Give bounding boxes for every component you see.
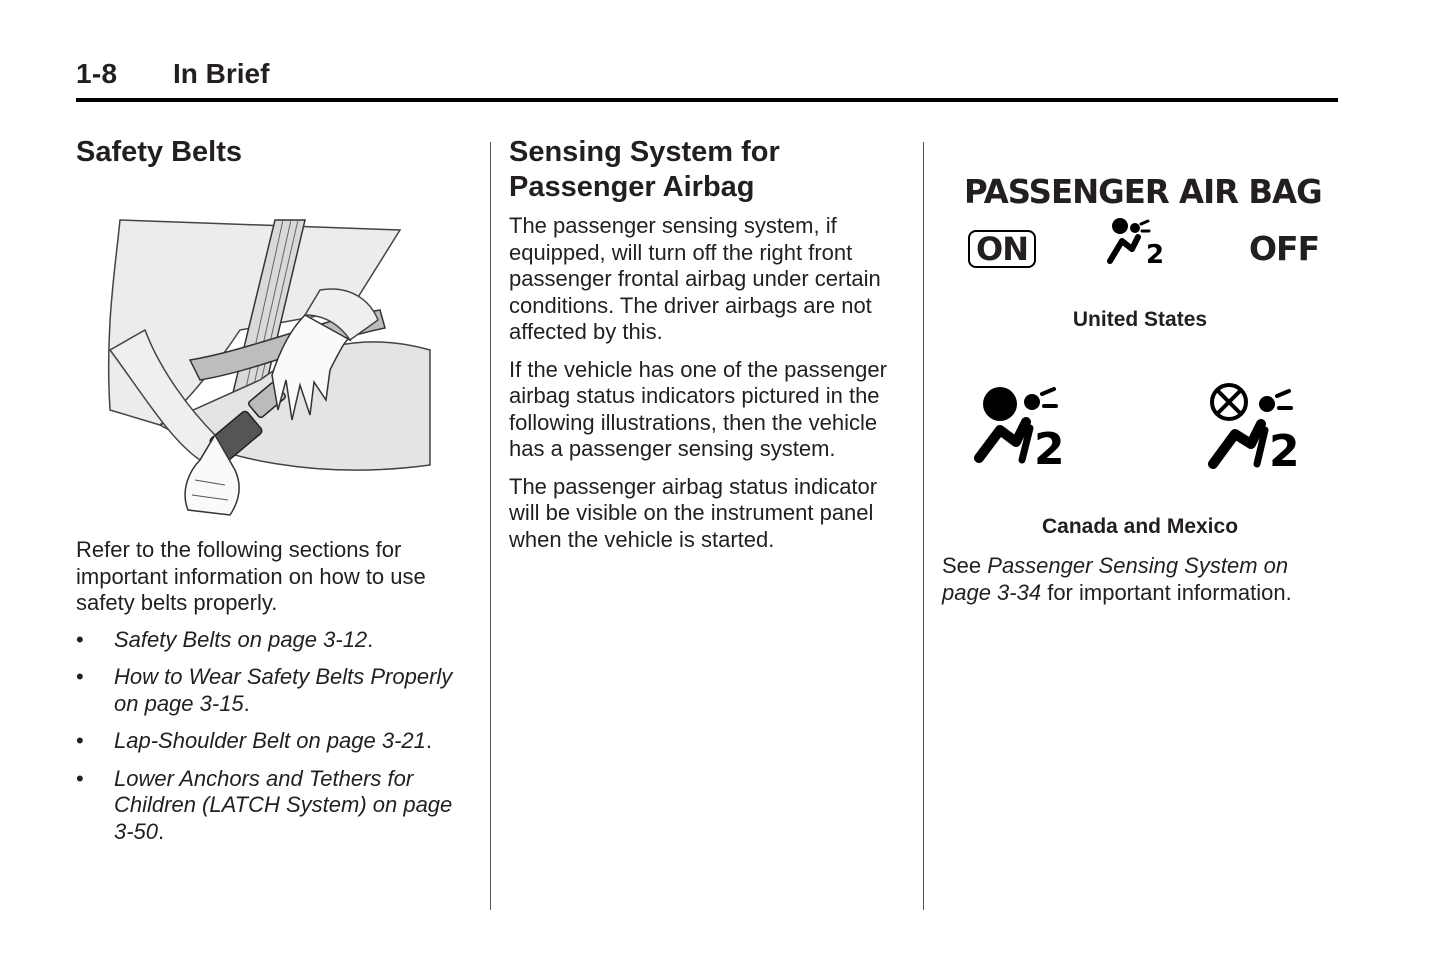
airbag-off-indicator: OFF (1249, 229, 1320, 268)
column-divider (923, 142, 924, 910)
bullet: • (76, 626, 84, 652)
canada-mexico-caption: Canada and Mexico (1041, 515, 1239, 538)
safety-belts-section (76, 135, 476, 170)
bullet: • (76, 728, 84, 753)
link-suffix: . (425, 728, 433, 753)
safety-belt-illustration (100, 210, 440, 520)
svg-text:2: 2 (1269, 426, 1300, 470)
svg-text:2: 2 (1146, 240, 1165, 267)
list-item[interactable] (76, 766, 476, 846)
safety-belts-intro: Refer to the following sections for important information on how to use safety belts properly. (76, 537, 426, 615)
link-passenger-sensing-system[interactable]: Passenger Sensing System on page 3-34 (942, 553, 1289, 605)
list-item[interactable] (76, 728, 476, 755)
paragraph: The passenger airbag status indicator will be visible on the instrument panel when the vehicle is started. (509, 473, 878, 552)
link-how-to-wear[interactable]: How to Wear Safety Belts Properly on page 3-15 (114, 664, 453, 716)
airbag-off-icon (1205, 378, 1311, 470)
sensing-system-section (509, 135, 909, 564)
link-suffix: . (367, 626, 374, 652)
link-suffix: . (158, 818, 165, 844)
list-item[interactable] (76, 664, 476, 717)
section-title: In Brief (173, 58, 270, 89)
see-prefix: See (942, 553, 988, 578)
passenger-air-bag-label: PASSENGER AIR BAG (964, 172, 1322, 211)
reference-list (76, 627, 476, 846)
paragraph: If the vehicle has one of the passenger airbag status indicators pictured in the following illustrations, then the vehicle has a passenger sensing system. (509, 356, 887, 461)
heading-line-2: Passenger Airbag (509, 171, 755, 203)
safety-belts-heading: Safety Belts (76, 136, 243, 168)
link-lap-shoulder-belt[interactable]: Lap-Shoulder Belt on page 3-21 (114, 728, 426, 753)
link-suffix: . (243, 690, 250, 716)
bullet: • (76, 664, 84, 689)
list-item[interactable] (76, 627, 476, 654)
svg-text:2: 2 (1034, 424, 1065, 470)
paragraph: The passenger sensing system, if equipped, will turn off the right front passenger frontal airbag under certain conditions. The driver airbags are not affected by this. (509, 213, 881, 344)
page-header (76, 58, 1338, 102)
united-states-caption: United States (1072, 308, 1208, 331)
see-paragraph (942, 553, 1342, 606)
sensing-system-heading (509, 135, 909, 205)
airbag-on-icon (970, 380, 1076, 470)
sensing-system-body (509, 213, 909, 553)
see-suffix: for important information. (1041, 579, 1292, 605)
airbag-on-indicator: ON (968, 230, 1036, 268)
column-divider (490, 142, 491, 910)
see-reference (942, 553, 1342, 606)
heading-line-1: Sensing System for (509, 136, 780, 168)
page-number: 1-8 (76, 58, 118, 89)
passenger-airbag-small-icon (1106, 215, 1170, 267)
link-latch-system[interactable]: Lower Anchors and Tethers for Children (LATCH System) on page 3-50 (114, 765, 453, 844)
link-safety-belts[interactable]: Safety Belts on page 3-12 (114, 626, 368, 652)
bullet: • (76, 765, 84, 791)
safety-belts-body (76, 537, 476, 856)
